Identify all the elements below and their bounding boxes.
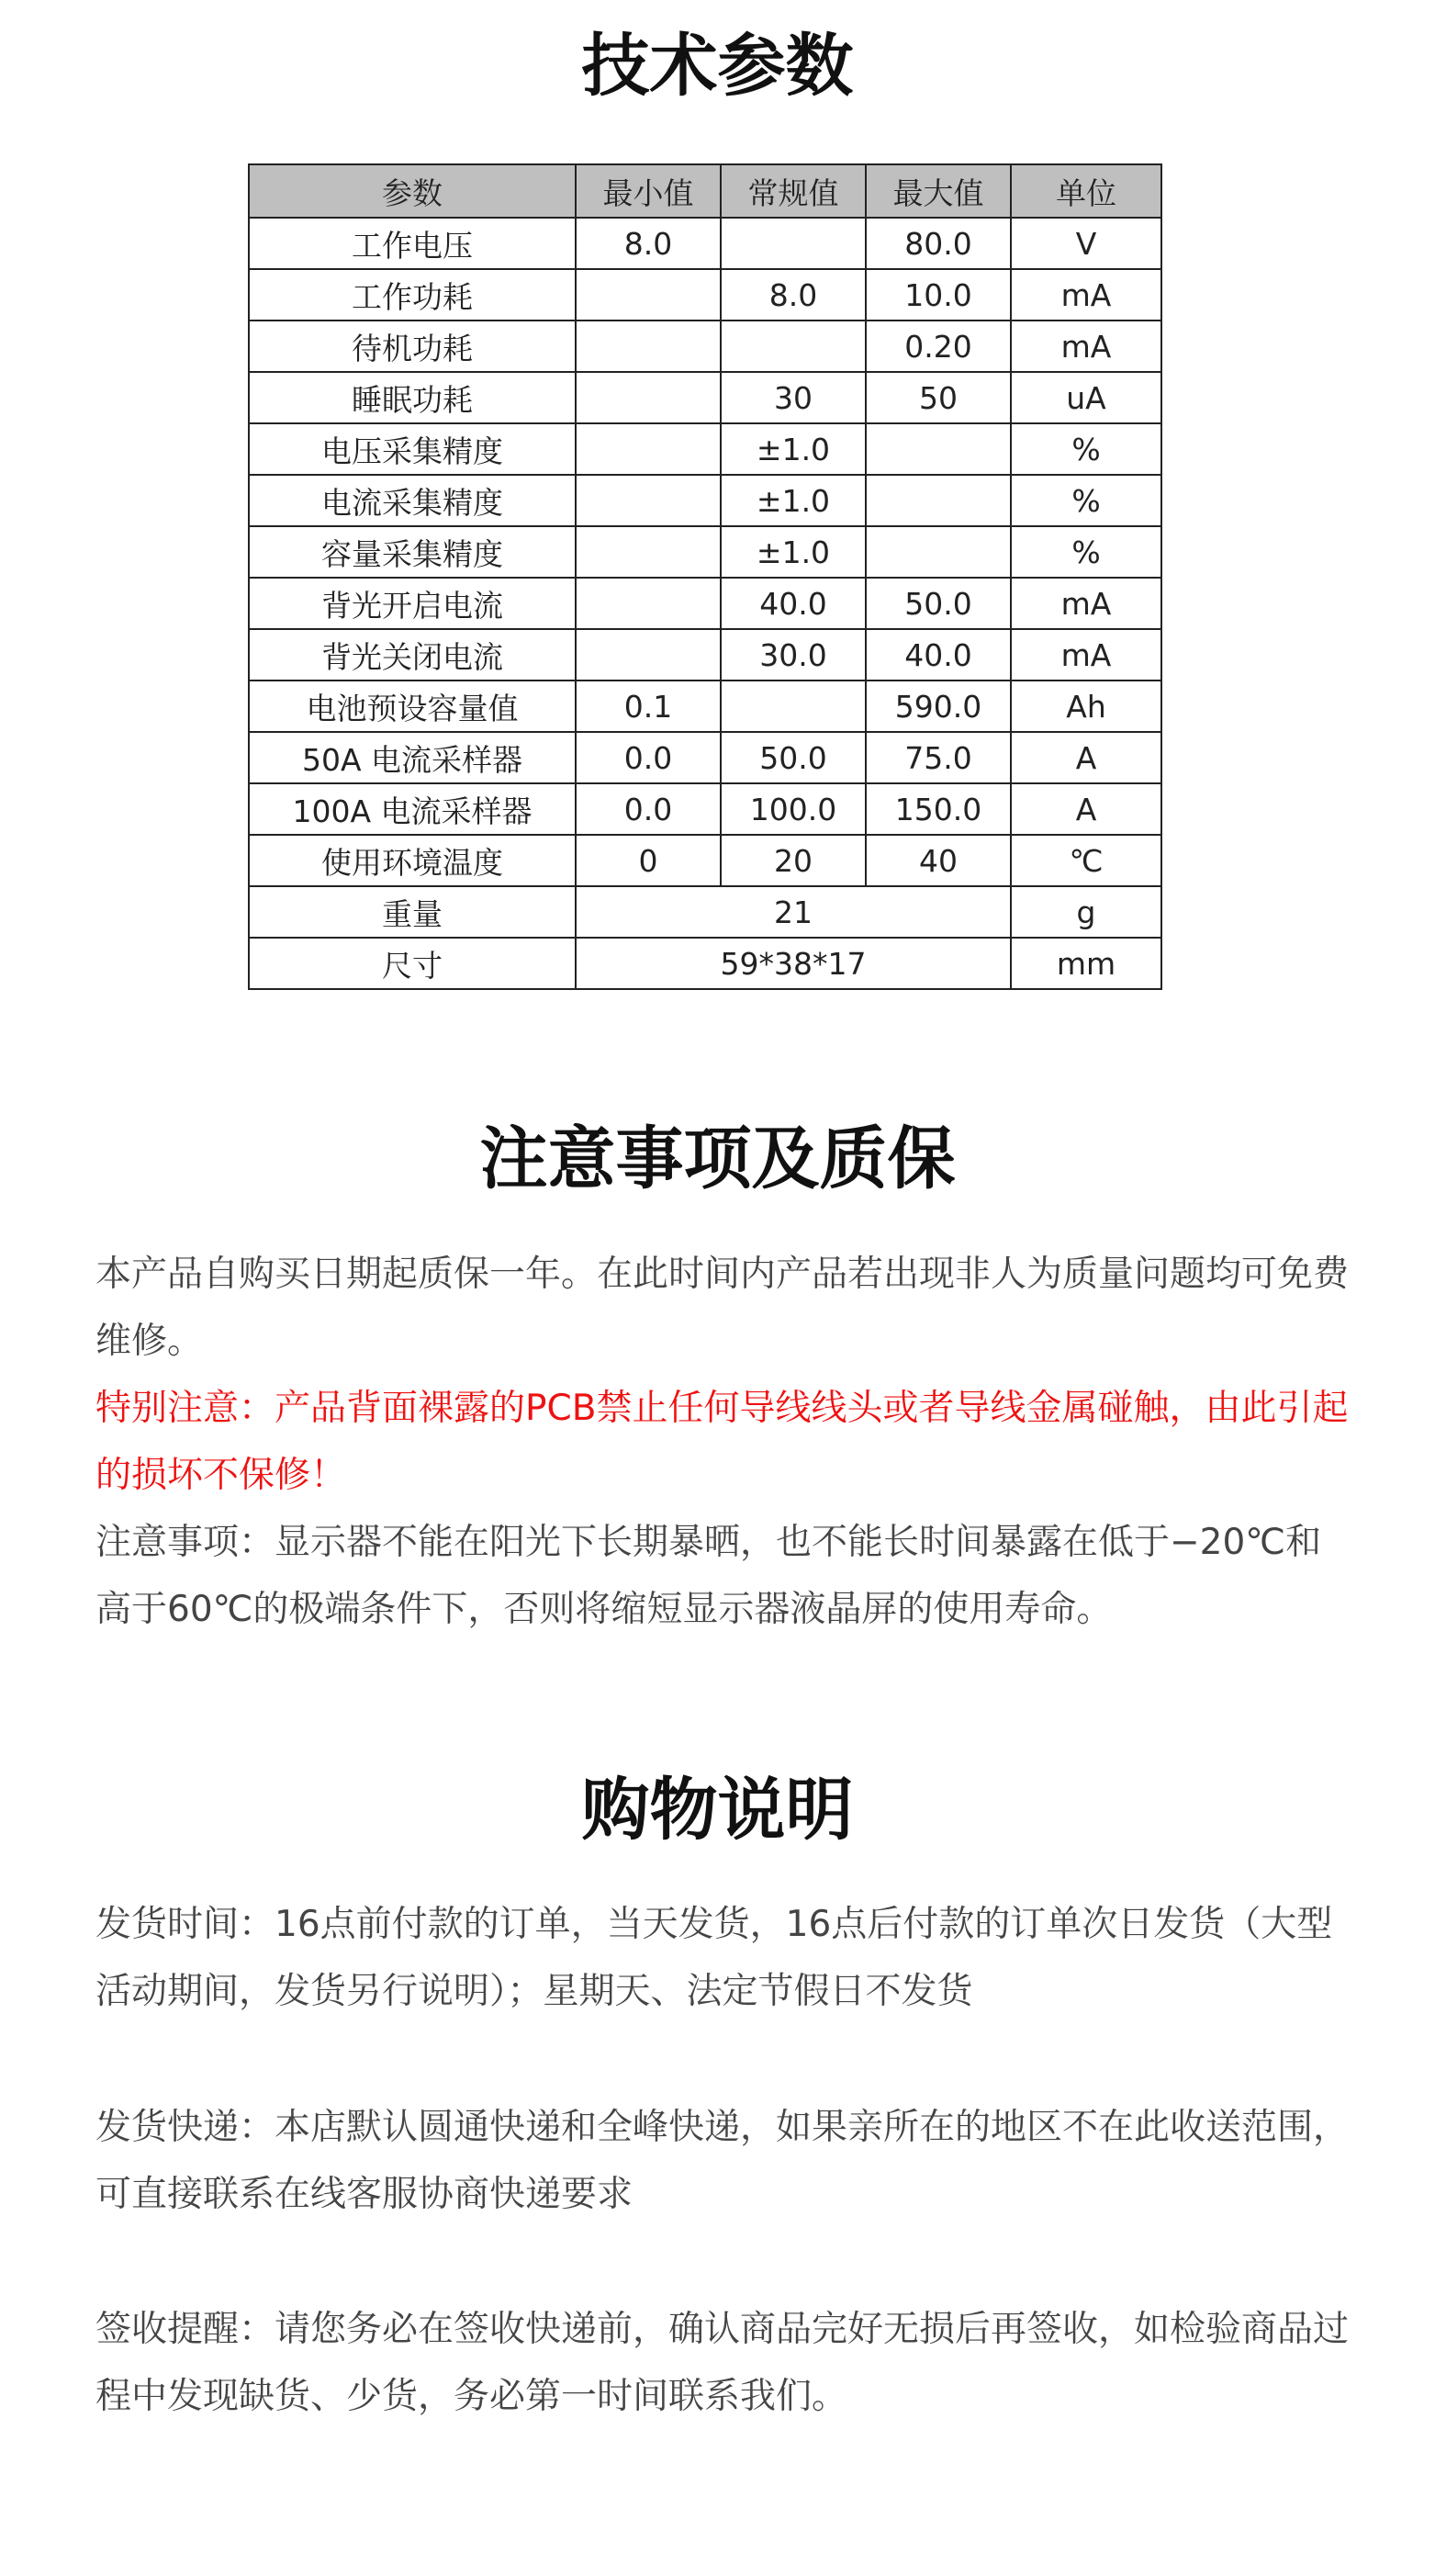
param-name: 50A 电流采样器 [249,732,576,783]
notes-warranty-title: 注意事项及质保 [479,1119,956,1198]
param-max: 0.20 [866,321,1011,372]
param-unit: % [1011,423,1161,475]
param-unit: mm [1011,938,1161,989]
param-name: 电池预设容量值 [249,681,576,732]
table-row [249,835,1161,886]
param-max: 80.0 [866,218,1011,269]
param-max: 590.0 [866,681,1011,732]
param-typ: 30 [721,372,866,423]
param-unit: % [1011,475,1161,526]
param-typ: ±1.0 [721,423,866,475]
table-row [249,783,1161,835]
param-typ: 100.0 [721,783,866,835]
param-unit: mA [1011,269,1161,321]
param-unit: mA [1011,578,1161,629]
table-row [249,218,1161,269]
param-unit: g [1011,886,1161,938]
signing-reminder-text: 签收提醒：请您务必在签收快递前，确认商品完好无损后再签收，如检验商品过程中发现缺货、少货，务必第一时间联系我们。 [95,2309,1350,2417]
param-max: 75.0 [866,732,1011,783]
param-unit: mA [1011,321,1161,372]
param-unit: A [1011,783,1161,835]
header-unit: 单位 [1011,164,1161,218]
param-unit: % [1011,526,1161,578]
param-name: 待机功耗 [249,321,576,372]
param-min [576,321,721,372]
tech-params-title: 技术参数 [581,27,854,106]
param-unit: ℃ [1011,835,1161,886]
param-typ: 50.0 [721,732,866,783]
param-unit: mA [1011,629,1161,681]
param-name: 容量采集精度 [249,526,576,578]
param-min [576,578,721,629]
header-min: 最小值 [576,164,721,218]
param-typ [721,321,866,372]
param-max: 50.0 [866,578,1011,629]
param-value: 59*38*17 [576,938,1011,989]
param-name: 电流采集精度 [249,475,576,526]
param-max [866,475,1011,526]
param-unit: uA [1011,372,1161,423]
table-row [249,372,1161,423]
shopping-info-title: 购物说明 [581,1771,854,1850]
param-min: 0.1 [576,681,721,732]
warranty-text: 本产品自购买日期起质保一年。在此时间内产品若出现非人为质量问题均可免费维修。 [95,1254,1350,1362]
param-typ: ±1.0 [721,475,866,526]
table-row [249,732,1161,783]
param-typ [721,218,866,269]
param-typ: 30.0 [721,629,866,681]
param-min [576,475,721,526]
table-row-size [249,938,1161,989]
param-max: 40 [866,835,1011,886]
param-max [866,423,1011,475]
param-min [576,423,721,475]
table-row [249,629,1161,681]
param-typ [721,681,866,732]
param-max: 10.0 [866,269,1011,321]
param-max: 40.0 [866,629,1011,681]
param-min [576,269,721,321]
param-name: 尺寸 [249,938,576,989]
param-min: 0.0 [576,783,721,835]
delivery-time-text: 发货时间：16点前付款的订单，当天发货，16点后付款的订单次日发货（大型活动期间，发货另行说明）；星期天、法定节假日不发货 [95,1904,1333,2012]
param-typ: ±1.0 [721,526,866,578]
param-name: 工作电压 [249,218,576,269]
param-name: 100A 电流采样器 [249,783,576,835]
param-min: 0 [576,835,721,886]
table-row [249,578,1161,629]
param-name: 工作功耗 [249,269,576,321]
param-min: 8.0 [576,218,721,269]
param-max: 150.0 [866,783,1011,835]
header-typ: 常规值 [721,164,866,218]
param-name: 重量 [249,886,576,938]
table-row [249,475,1161,526]
table-row [249,321,1161,372]
param-name: 背光关闭电流 [249,629,576,681]
param-name: 使用环境温度 [249,835,576,886]
param-unit: Ah [1011,681,1161,732]
table-row [249,423,1161,475]
param-unit: A [1011,732,1161,783]
tech-params-table [248,163,1162,990]
table-row [249,269,1161,321]
param-typ: 20 [721,835,866,886]
courier-text: 发货快递：本店默认圆通快递和全峰快递，如果亲所在的地区不在此收送范围，可直接联系在线客服协商快递要求 [95,2107,1350,2215]
param-name: 背光开启电流 [249,578,576,629]
table-row-weight [249,886,1161,938]
param-max: 50 [866,372,1011,423]
param-min [576,526,721,578]
param-min [576,629,721,681]
param-typ: 40.0 [721,578,866,629]
param-typ: 8.0 [721,269,866,321]
param-unit: V [1011,218,1161,269]
param-name: 睡眠功耗 [249,372,576,423]
param-min: 0.0 [576,732,721,783]
header-param: 参数 [249,164,576,218]
table-header-row [249,164,1161,218]
caution-text: 注意事项：显示器不能在阳光下长期暴晒，也不能长时间暴露在低于−20℃和高于60℃的极端条件下，否则将缩短显示器液晶屏的使用寿命。 [95,1522,1322,1630]
special-warning-text: 特别注意：产品背面裸露的PCB禁止任何导线线头或者导线金属碰触，由此引起的损坏不保修！ [95,1388,1349,1496]
param-min [576,372,721,423]
table-row [249,526,1161,578]
param-value: 21 [576,886,1011,938]
table-row [249,681,1161,732]
param-name: 电压采集精度 [249,423,576,475]
param-max [866,526,1011,578]
header-max: 最大值 [866,164,1011,218]
